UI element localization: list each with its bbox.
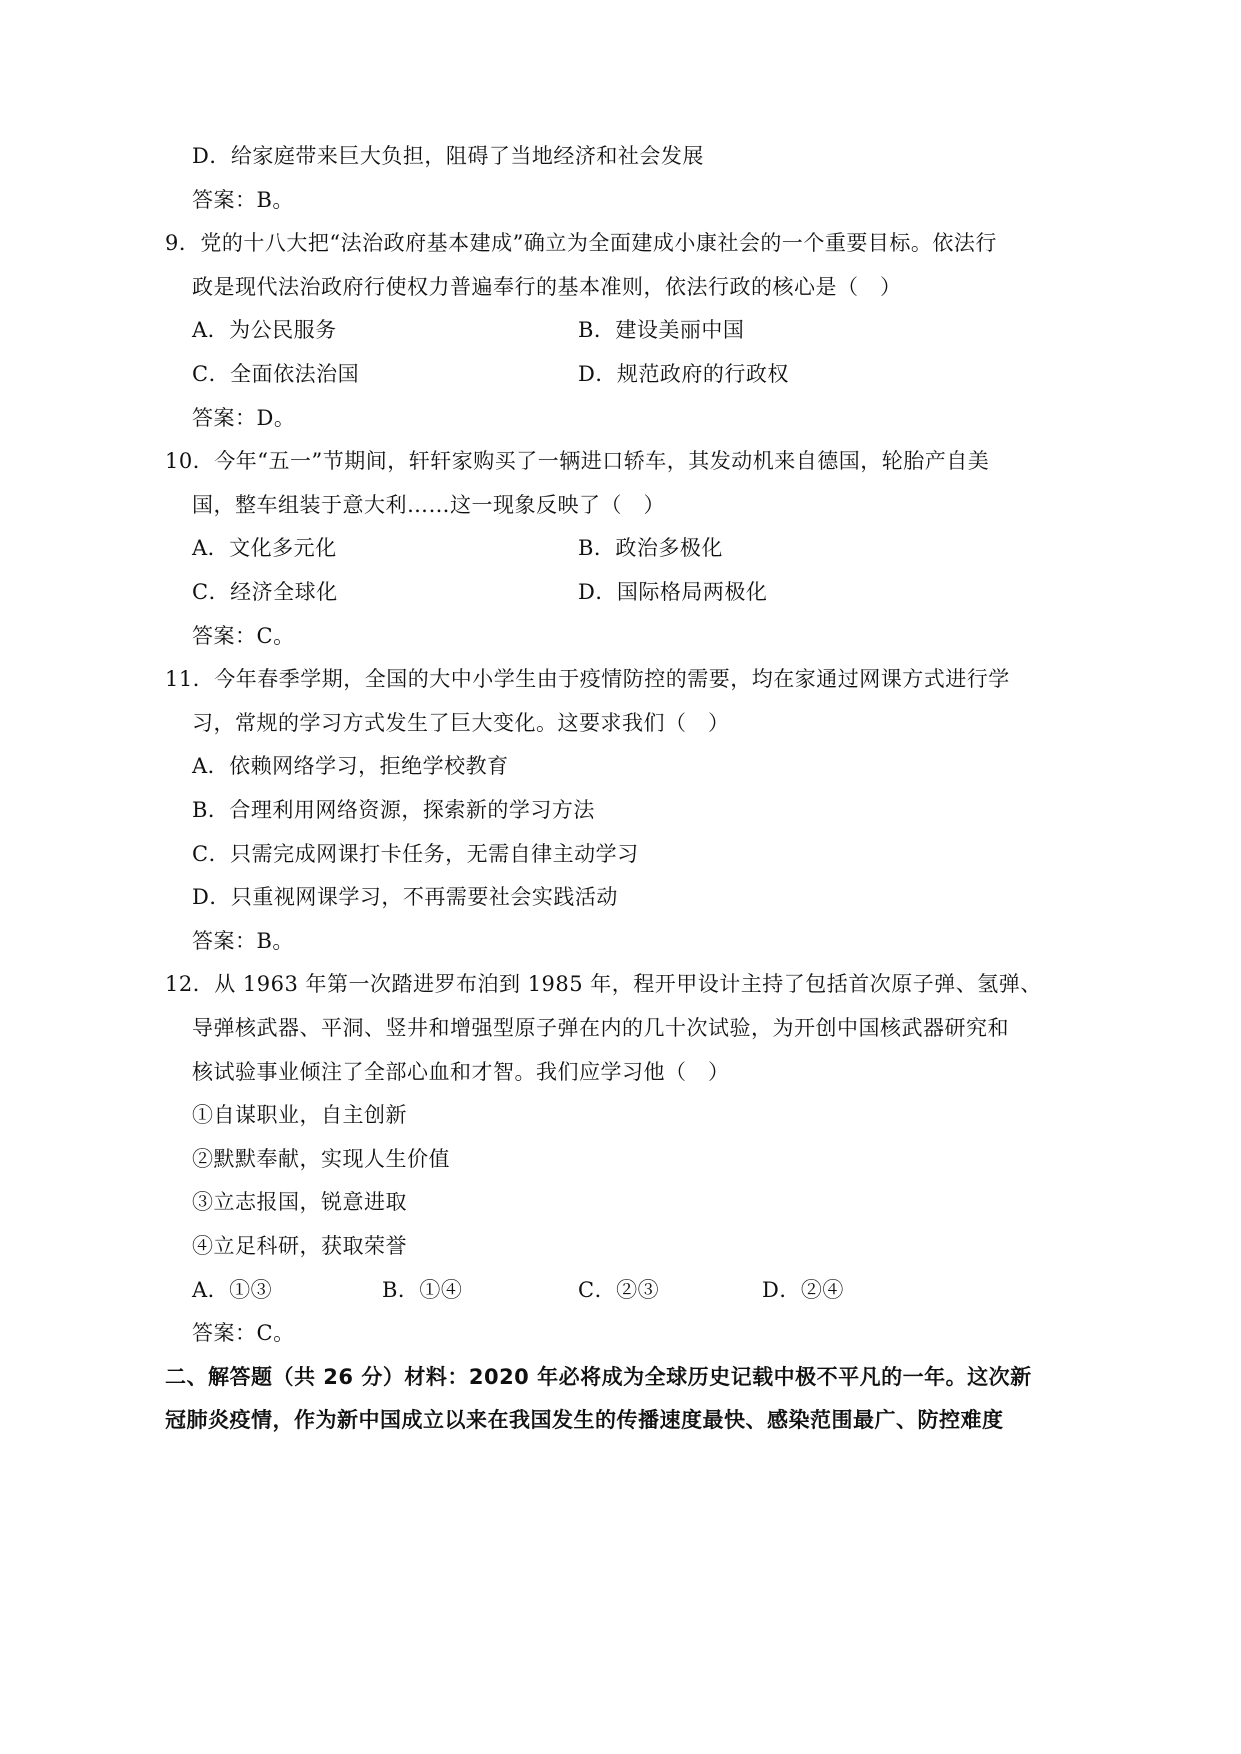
q12-item-2: ②默默奉献，实现人生价值: [192, 1147, 450, 1171]
q10-stem-line2: 国，整车组装于意大利……这一现象反映了（ ）: [192, 493, 665, 517]
q12-item-3: ③立志报国，锐意进取: [192, 1190, 407, 1214]
q9-option-b: B．建设美丽中国: [578, 318, 745, 342]
q9-option-d: D．规范政府的行政权: [578, 362, 789, 386]
q11-answer: 答案：B。: [192, 929, 294, 953]
q10-option-d: D．国际格局两极化: [578, 580, 768, 604]
q10-answer: 答案：C。: [192, 624, 295, 648]
q9-option-a: A．为公民服务: [192, 318, 337, 342]
section2-line2: 冠肺炎疫情，作为新中国成立以来在我国发生的传播速度最快、感染范围最广、防控难度: [165, 1408, 1004, 1432]
q11-stem-line2: 习，常规的学习方式发生了巨大变化。这要求我们（ ）: [192, 711, 730, 735]
q11-option-d: D．只重视网课学习，不再需要社会实践活动: [192, 885, 618, 909]
q11-stem-line1: 11．今年春季学期，全国的大中小学生由于疫情防控的需要，均在家通过网课方式进行学: [165, 667, 1010, 691]
q12-stem-line1: 12．从 1963 年第一次踏进罗布泊到 1985 年，程开甲设计主持了包括首次原子弹、氢弹、: [165, 972, 1042, 996]
q11-option-c: C．只需完成网课打卡任务，无需自律主动学习: [192, 842, 639, 866]
q9-stem-line2: 政是现代法治政府行使权力普遍奉行的基本准则，依法行政的核心是（ ）: [192, 275, 902, 299]
q12-option-b: B．①④: [382, 1278, 463, 1302]
q10-option-c: C．经济全球化: [192, 580, 338, 604]
q9-answer: 答案：D。: [192, 406, 296, 430]
q8-option-d: D．给家庭带来巨大负担，阻碍了当地经济和社会发展: [192, 144, 704, 168]
q11-option-a: A．依赖网络学习，拒绝学校教育: [192, 754, 509, 778]
q11-option-b: B．合理利用网络资源，探索新的学习方法: [192, 798, 595, 822]
q12-item-4: ④立足科研，获取荣誉: [192, 1234, 407, 1258]
section2-line1: 二、解答题（共 26 分）材料：2020 年必将成为全球历史记载中极不平凡的一年。这次新: [165, 1365, 1032, 1389]
q12-answer: 答案：C。: [192, 1321, 295, 1345]
q12-option-d: D．②④: [762, 1278, 844, 1302]
q9-option-c: C．全面依法治国: [192, 362, 360, 386]
q9-stem-line1: 9．党的十八大把“法治政府基本建成”确立为全面建成小康社会的一个重要目标。依法行: [165, 231, 997, 255]
q10-option-a: A．文化多元化: [192, 536, 337, 560]
q10-option-b: B．政治多极化: [578, 536, 723, 560]
q10-stem-line1: 10．今年“五一”节期间，轩轩家购买了一辆进口轿车，其发动机来自德国，轮胎产自美: [165, 449, 990, 473]
q12-option-a: A．①③: [192, 1278, 273, 1302]
q8-answer: 答案：B。: [192, 188, 294, 212]
q12-option-c: C．②③: [578, 1278, 660, 1302]
q12-stem-line3: 核试验事业倾注了全部心血和才智。我们应学习他（ ）: [192, 1060, 730, 1084]
q12-item-1: ①自谋职业，自主创新: [192, 1103, 407, 1127]
q12-stem-line2: 导弹核武器、平洞、竖井和增强型原子弹在内的几十次试验，为开创中国核武器研究和: [192, 1016, 1009, 1040]
